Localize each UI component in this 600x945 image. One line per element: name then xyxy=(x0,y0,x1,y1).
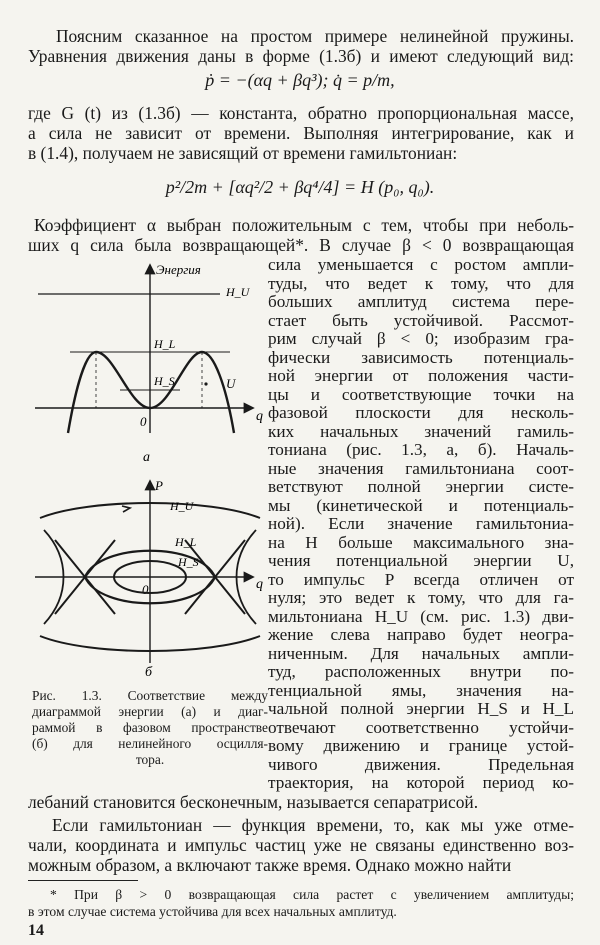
q-axis-phase-label: q xyxy=(256,577,263,592)
text-line: в (1.4), получаем не зависящий от времени гамильтониан: xyxy=(28,143,458,163)
potential-label: U xyxy=(226,376,236,391)
text-line: Поясним сказанное на простом примере нелинейной пружины. xyxy=(56,26,574,46)
column-text-line: тониана (рис. 1.3, а, б). Началь- xyxy=(268,440,574,459)
column-text-line: тенциальной ямы, значения на- xyxy=(268,680,574,700)
footnote-line: в этом случае система устойчива для всех начальных амплитуд. xyxy=(28,904,397,919)
column-text-line: больших амплитуд система пере- xyxy=(268,292,574,311)
column-text-line: мильтониана H_U (см. рис. 1.3) дви- xyxy=(268,606,574,626)
column-text-line: то импульс P всегда отличен от xyxy=(268,569,574,589)
column-text-line: сила уменьшается с ростом ампли- xyxy=(268,255,574,274)
text-line: лебаний становится бесконечным, называется сепаратрисой. xyxy=(28,792,479,812)
column-text-line: фически зависимость потенциаль- xyxy=(268,347,574,367)
column-text-line: ветствуют полной энергии систе- xyxy=(268,477,574,496)
column-text-line: стает быть устойчивой. Рассмот- xyxy=(268,310,574,330)
equation-motion: ṗ = −(αq + βq³); q̇ = p/m, xyxy=(205,70,395,90)
level-hu-phase-label: H_U xyxy=(170,499,194,513)
particle-dot xyxy=(204,382,207,385)
column-text-line: ниченным. Для начальных ампли- xyxy=(268,643,574,663)
column-text-line: рим случай β < 0; изобразим гра- xyxy=(268,329,574,348)
column-text-line: отвечают соответственно устойчи- xyxy=(268,717,574,737)
level-hu-label: H_U xyxy=(226,285,250,299)
level-hs-phase-label: H_S xyxy=(178,555,199,569)
column-text-line: вому движению и границе устой- xyxy=(268,736,574,755)
text-line: где G (t) из (1.3б) — константа, обратно пропорциональная массе, xyxy=(28,103,574,123)
text-line: Уравнения движения даны в форме (1.3б) и имеют следующий вид: xyxy=(28,46,574,66)
column-text-line: туд, расположенных внутри по- xyxy=(268,662,574,681)
footnote-rule xyxy=(28,880,138,881)
sublabel-b: б xyxy=(145,665,153,678)
figure-caption-line: тора. xyxy=(135,752,165,767)
energy-axis-label: Энергия xyxy=(156,262,201,277)
figure-caption-line: Рис. 1.3. Соответствие между xyxy=(32,688,268,703)
figure-caption-line: (б) для нелинейного осцилля- xyxy=(32,736,268,751)
page-number: 14 xyxy=(28,922,44,939)
origin-label: 0 xyxy=(140,414,147,429)
equation-hamiltonian: p²/2m + [αq²/2 + βq⁴/4] = H (p₀, q₀). xyxy=(165,177,435,197)
figure-phase-diagram xyxy=(30,478,268,678)
column-text-line: ной энергии от положения части- xyxy=(268,366,574,385)
level-hs-label: H_S xyxy=(154,374,175,388)
text-line: можным образом, а включают также время. Однако можно найти xyxy=(28,855,512,875)
level-hl-label: H_L xyxy=(154,337,176,351)
text-line: чали, координата и импульс частиц уже не связаны единственно воз- xyxy=(28,835,574,855)
flow-arrow xyxy=(122,506,130,512)
column-text-line: ких начальных значений гамиль- xyxy=(268,421,574,441)
column-text-line: нуля; это ведет к тому, что для га- xyxy=(268,588,574,607)
text-line: Коэффициент α выбран положительным с тем, чтобы при неболь- xyxy=(34,215,574,235)
level-hl-phase-label: H_L xyxy=(175,535,197,549)
column-text-line: ной). Если значение гамильтониа- xyxy=(268,514,574,533)
figure-energy-diagram xyxy=(30,258,268,473)
column-text-line: туды, что ведет к тому, что для xyxy=(268,273,574,293)
column-text-line: ные значения гамильтониана соот- xyxy=(268,458,574,478)
footnote-line: * При β > 0 возвращающая сила растет с увеличением амплитуды; xyxy=(50,887,574,902)
column-text-line: на H больше максимального зна- xyxy=(268,532,574,552)
figure-caption-line: диаграммой энергии (а) и диаг- xyxy=(32,704,268,719)
column-text-line: траектория, на которой период ко- xyxy=(268,773,574,792)
column-text-line: мы (кинетической и потенциаль- xyxy=(268,495,574,515)
q-axis-label: q xyxy=(256,409,263,424)
column-text-line: чения потенциальной энергии U, xyxy=(268,551,574,570)
figure-caption-line: раммой в фазовом пространстве xyxy=(32,720,268,735)
text-line: ших q сила была возвращающей*. В случае β < 0 возвращающая xyxy=(28,235,574,255)
text-line: а сила не зависит от времени. Выполняя интегрирование, как и xyxy=(28,123,574,143)
column-text-line: чивого движения. Предельная xyxy=(268,754,574,774)
column-text-line: цы и соответствующие точки на xyxy=(268,384,574,404)
column-text-line: жение слева направо будет неогра- xyxy=(268,625,574,644)
p-axis-label: P xyxy=(155,478,163,493)
origin-phase-label: 0 xyxy=(142,582,149,597)
text-line: Если гамильтониан — функция времени, то, как мы уже отме- xyxy=(52,815,574,835)
potential-curve xyxy=(68,352,234,433)
column-text-line: чальной полной энергии H_S и H_L xyxy=(268,699,574,718)
sublabel-a: а xyxy=(143,450,150,465)
column-text-line: фазовой плоскости для несколь- xyxy=(268,403,574,422)
